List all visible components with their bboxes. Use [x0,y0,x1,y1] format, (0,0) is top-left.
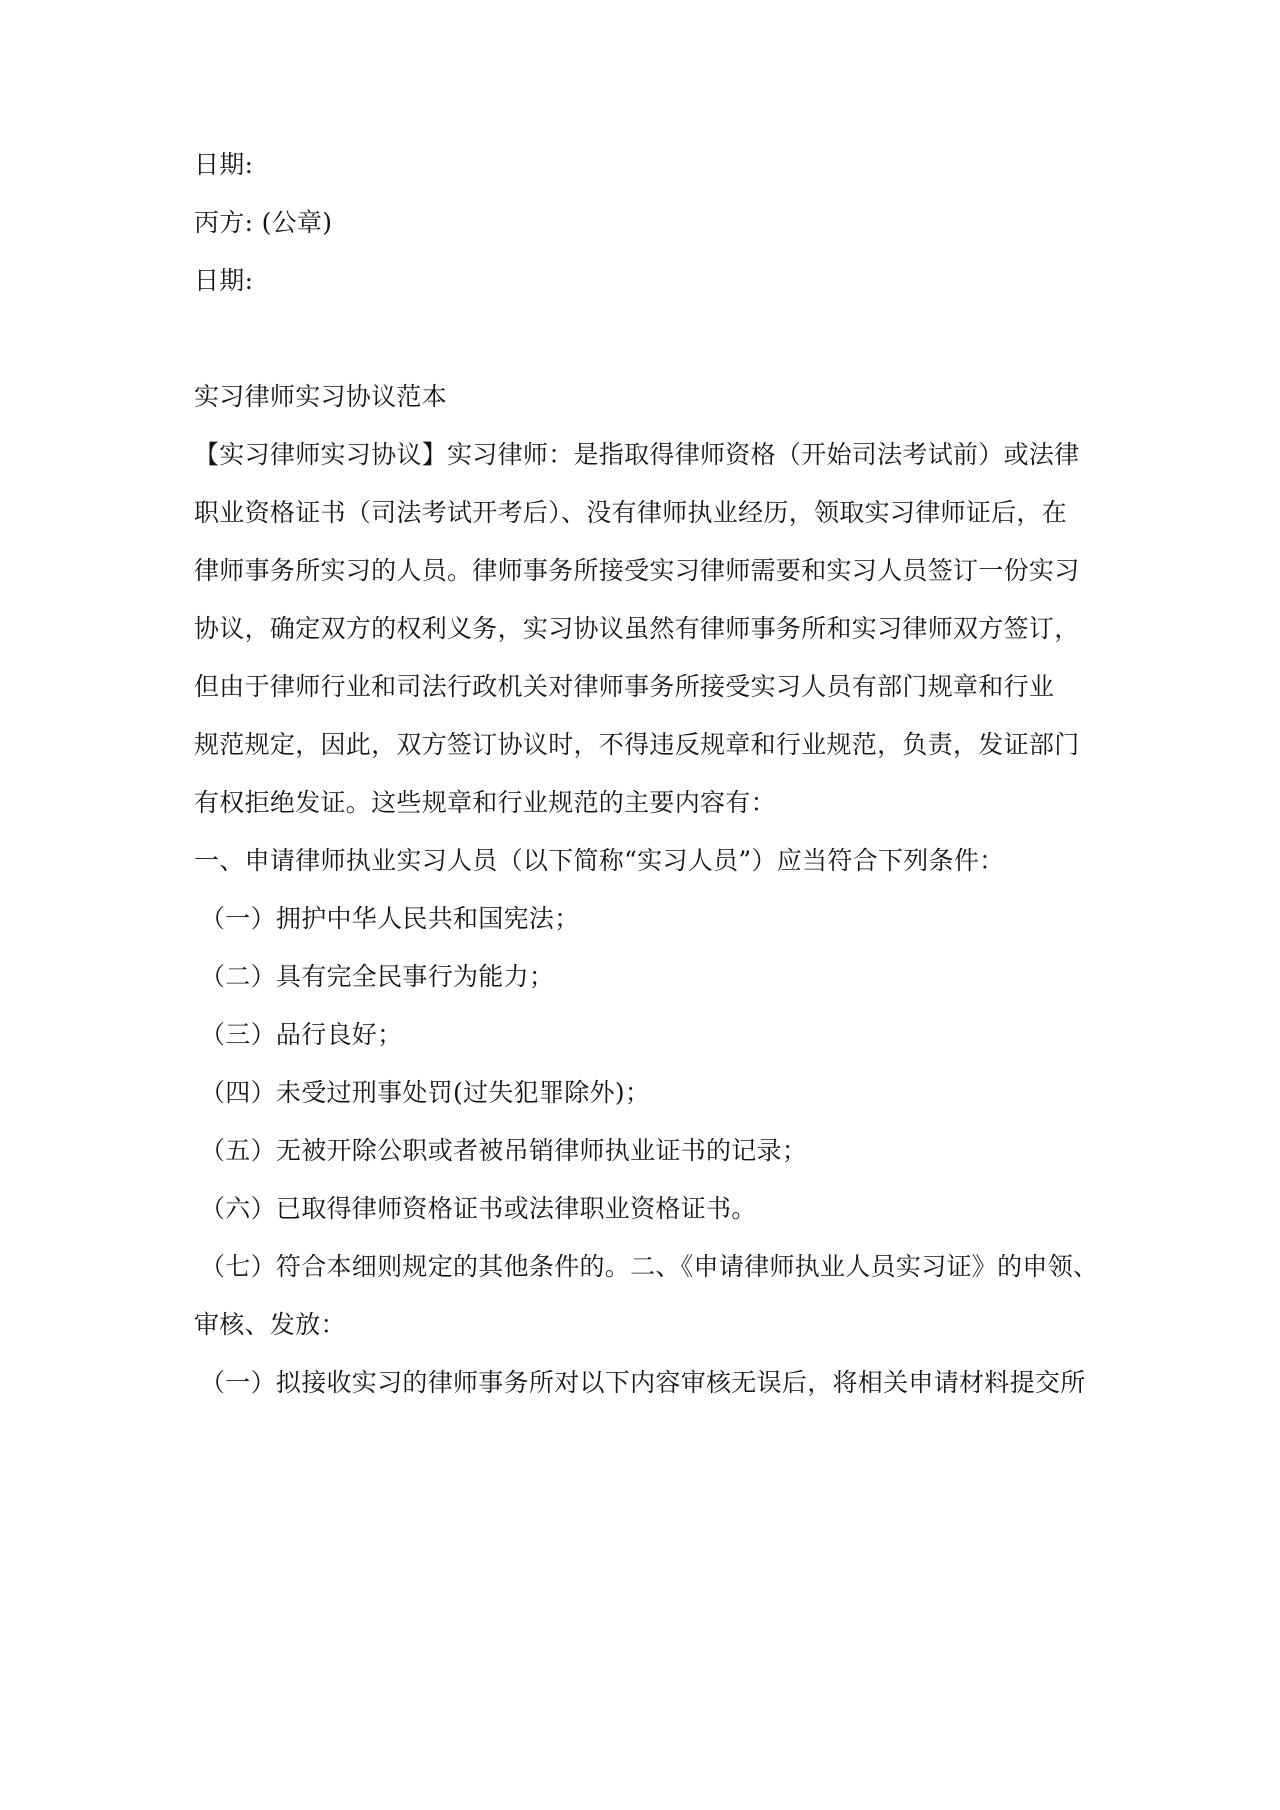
procedure-item: （一）拟接收实习的律师事务所对以下内容审核无误后，将相关申请材料提交所 [200,1368,1086,1397]
condition-item: （五）无被开除公职或者被吊销律师执业证书的记录； [200,1136,808,1165]
intro-paragraph-line: 规范规定，因此，双方签订协议时，不得违反规章和行业规范，负责，发证部门 [194,730,1080,759]
intro-paragraph-line: 协议，确定双方的权利义务，实习协议虽然有律师事务所和实习律师双方签订， [194,614,1080,643]
signature-date-label: 日期: [194,150,254,179]
party-c-seal-label: 丙方: (公章) [194,208,333,237]
signature-date-label: 日期: [194,266,254,295]
document-title: 实习律师实习协议范本 [194,382,448,411]
intro-paragraph-line: 职业资格证书（司法考试开考后）、没有律师执业经历，领取实习律师证后，在 [194,498,1068,527]
intro-paragraph-line: 【实习律师实习协议】实习律师：是指取得律师资格（开始司法考试前）或法律 [194,440,1080,469]
condition-item-continuation: 审核、发放： [194,1310,346,1339]
intro-paragraph-line: 有权拒绝发证。这些规章和行业规范的主要内容有： [194,788,776,817]
condition-item: （六）已取得律师资格证书或法律职业资格证书。 [200,1194,757,1223]
condition-item: （三）品行良好； [200,1020,403,1049]
condition-item: （七）符合本细则规定的其他条件的。二、《申请律师执业人员实习证》的申领、 [200,1252,1099,1281]
condition-item: （一）拥护中华人民共和国宪法； [200,904,580,933]
intro-paragraph-line: 但由于律师行业和司法行政机关对律师事务所接受实习人员有部门规章和行业 [194,672,1055,701]
intro-paragraph-line: 律师事务所实习的人员。律师事务所接受实习律师需要和实习人员签订一份实习 [194,556,1080,585]
condition-item: （二）具有完全民事行为能力； [200,962,555,991]
section-heading: 一、申请律师执业实习人员（以下简称“实习人员”）应当符合下列条件： [194,846,1005,875]
condition-item: （四）未受过刑事处罚(过失犯罪除外)； [200,1078,651,1107]
